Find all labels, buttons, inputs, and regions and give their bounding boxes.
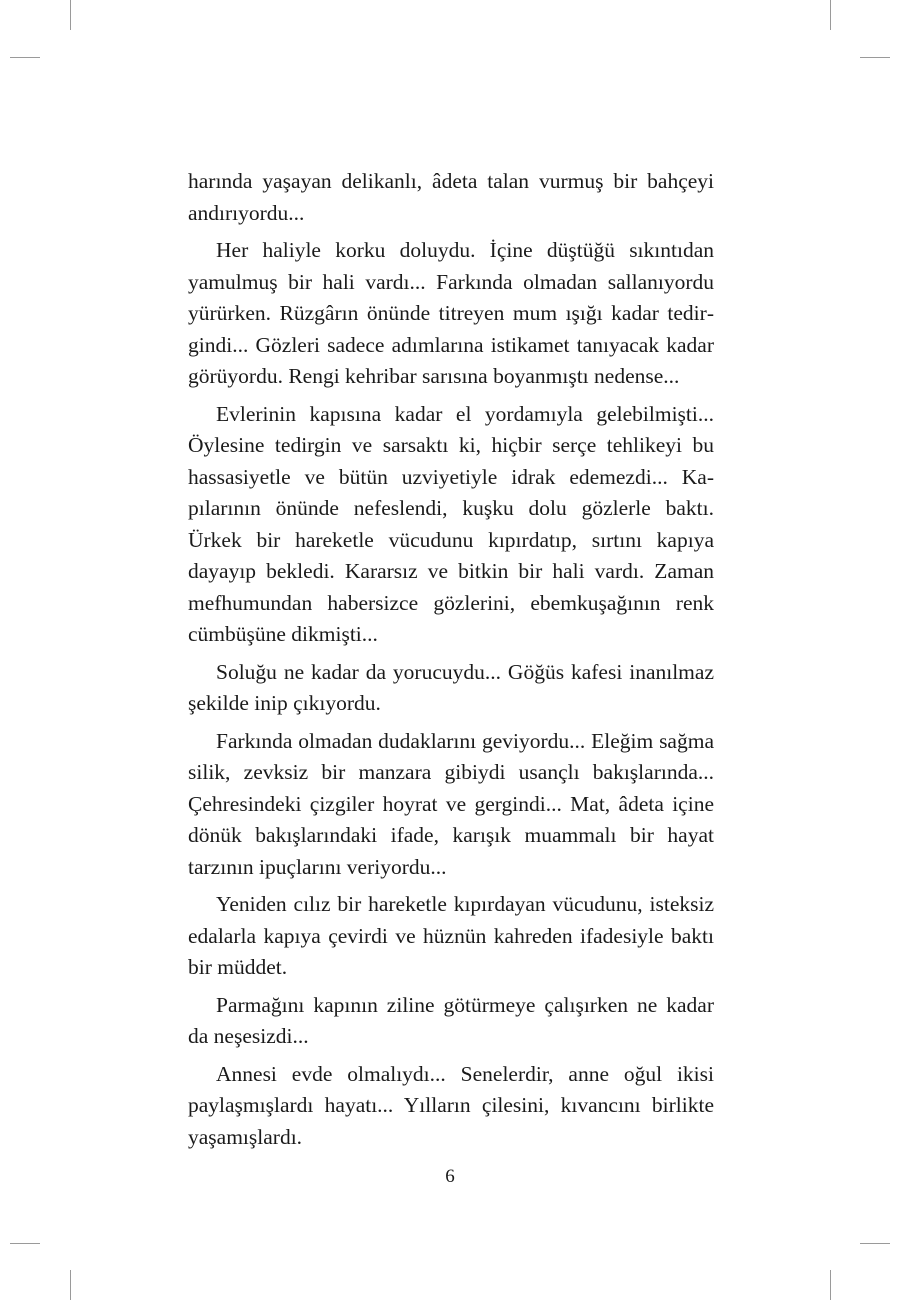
paragraph-3: Evlerinin kapısına kadar el yordamıyla gelebilmişti... Öylesine tedirgin ve sarsaktı ki, hiçbir serçe tehlikeyi bu hassasiyetle ve bütün uzviyetiyle idrak edemezdi... Kapılarının önünde nefeslendi, kuşku dolu gözlerle baktı. Ürkek bir hareketle vücudunu kıpırdatıp, sırtını kapıya dayayıp bekledi. Kararsız ve bitkin bir hali vardı. Zaman mefhumundan habersizce gözlerini, ebemkuşağının renk cümbüşüne dikmişti... (188, 401, 714, 646)
page-number: 6 (445, 1166, 455, 1187)
crop-mark-bottom-right-horizontal (860, 1243, 890, 1244)
paragraph-7: Parmağını kapının ziline götürmeye çalışırken ne kadar da neşesizdi... (188, 992, 714, 1048)
paragraph-8: Annesi evde olmalıydı... Senelerdir, anne oğul ikisi paylaşmışlardı hayatı... Yılların çilesini, kıvancını birlikte yaşamışlardı. (188, 1061, 714, 1149)
paragraph-6: Yeniden cılız bir hareketle kıpırdayan vücudunu, isteksiz edalarla kapıya çevirdi ve hüznün kahreden ifadesiyle baktı bir müddet. (188, 892, 714, 979)
crop-mark-bottom-left (70, 1270, 71, 1300)
crop-mark-bottom-right (830, 1270, 831, 1300)
crop-mark-top-left (70, 0, 71, 30)
crop-mark-top-right (830, 0, 831, 30)
crop-mark-top-right-horizontal (860, 57, 890, 58)
crop-mark-top-left-horizontal (10, 57, 40, 58)
paragraph-5: Farkında olmadan dudaklarını geviyordu... Eleğim sağma silik, zevksiz bir manzara gibiydi usançlı bakışlarında... Çehresindeki çizgiler hoyrat ve gergindi... Mat, âdeta içine dönük bakışlarındaki ifade, karışık muammalı bir hayat tarzının ipuçlarını veriyordu... (188, 728, 714, 879)
paragraph-2: Her haliyle korku doluydu. İçine düştüğü sıkıntıdan yamulmuş bir hali vardı... Farkında olmadan sallanıyordu yürürken. Rüzgârın önünde titreyen mum ışığı kadar tedirgindi... Gözleri sadece adımlarına istikamet tanıyacak kadar görüyordu. Rengi kehribar sarısına boyanmıştı nedense... (188, 238, 714, 388)
crop-mark-bottom-left-horizontal (10, 1243, 40, 1244)
body-text (188, 166, 714, 1159)
paragraph-4: Soluğu ne kadar da yorucuydu... Göğüs kafesi inanılmaz şekilde inip çıkıyordu. (188, 659, 714, 715)
paragraph-1: harında yaşayan delikanlı, âdeta talan vurmuş bir bahçeyi andırıyordu... (188, 169, 714, 225)
